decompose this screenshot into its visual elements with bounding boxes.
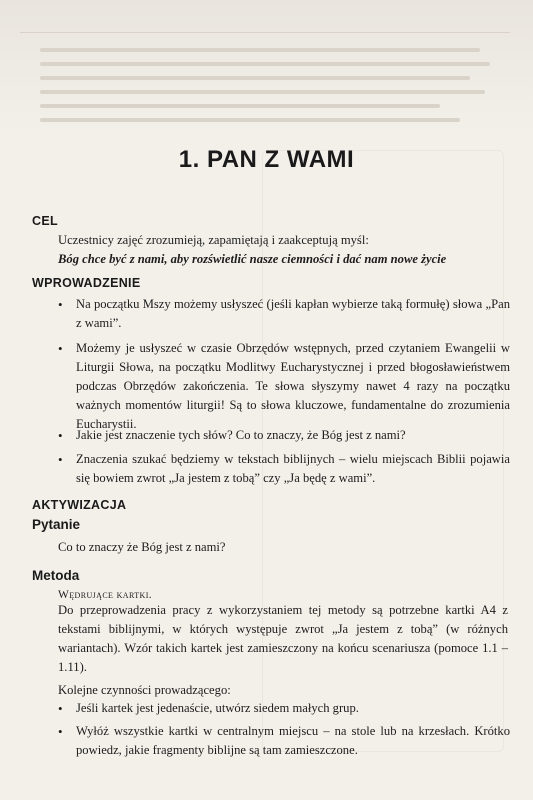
metoda-text: Do przeprowadzenia pracy z wykorzystaniem tej metody są potrzebne kartki A4 z tekstami biblijnymi, w których występuje zwrot „Ja jestem z tobą” (w różnych wariantach). Wzór takich kartek jest zamieszczony na końcu scenariusza (pomoce 1.1 – 1.11). xyxy=(58,603,508,674)
cel-line-2: Bóg chce być z nami, aby rozświetlić nasze ciemności i dać nam nowe życie xyxy=(58,252,447,266)
bullet-icon: • xyxy=(58,341,63,356)
list-item-text: Wyłóż wszystkie kartki w centralnym miejscu – na stole lub na krzesłach. Krótko powiedz, jakie fragmenty biblijne są tam zamieszczone. xyxy=(76,724,510,757)
list-item xyxy=(58,450,510,488)
page-title: 1. PAN Z WAMI xyxy=(178,146,355,173)
list-item-text: Możemy je usłyszeć w czasie Obrzędów wstępnych, przed czytaniem Ewangelii w Liturgii Słowa, na początku Modlitwy Eucharystycznej i przed błogosławieństwem podczas Obrzędów zakończenia. Te słowa słyszymy nawet 4 razy na początku ważnych momentów liturgii! Są to słowa kluczowe, fundamentalne do zrozumienia Eucharystii. xyxy=(76,341,510,431)
list-item-text: Jeśli kartek jest jedenaście, utwórz siedem małych grup. xyxy=(76,701,359,715)
list-item xyxy=(58,295,510,333)
list-item xyxy=(58,339,510,434)
list-item-text: Na początku Mszy możemy usłyszeć (jeśli kapłan wybierze taką formułę) słowa „Pan z wami”. xyxy=(76,297,510,330)
list-item-text: Jakie jest znaczenie tych słów? Co to znaczy, że Bóg jest z nami? xyxy=(76,428,406,442)
bullet-icon: • xyxy=(58,452,63,467)
list-item xyxy=(58,426,510,445)
heading-cel: CEL xyxy=(32,214,58,228)
bullet-icon: • xyxy=(58,701,63,716)
cel-text xyxy=(58,231,508,269)
bullet-icon: • xyxy=(58,428,63,443)
metoda-name-text: Wędrujące kartki. xyxy=(58,589,153,601)
bullet-icon: • xyxy=(58,724,63,739)
heading-aktywizacja: AKTYWIZACJA xyxy=(32,498,127,512)
pytanie-text: Co to znaczy że Bóg jest z nami? xyxy=(58,540,226,554)
list-item xyxy=(58,699,510,718)
heading-wprowadzenie: WPROWADZENIE xyxy=(32,276,141,290)
heading-pytanie: Pytanie xyxy=(32,517,81,532)
bullet-icon: • xyxy=(58,297,63,312)
kolejne-text: Kolejne czynności prowadzącego: xyxy=(58,683,231,697)
list-item xyxy=(58,722,510,760)
list-item-text: Znaczenia szukać będziemy w tekstach biblijnych – wielu miejscach Biblii pojawia się bowiem zwrot „Ja jestem z tobą” czy „Ja będę z wami”. xyxy=(76,452,510,485)
cel-line-1: Uczestnicy zajęć zrozumieją, zapamiętają i zaakceptują myśl: xyxy=(58,233,369,247)
heading-metoda: Metoda xyxy=(32,568,80,583)
